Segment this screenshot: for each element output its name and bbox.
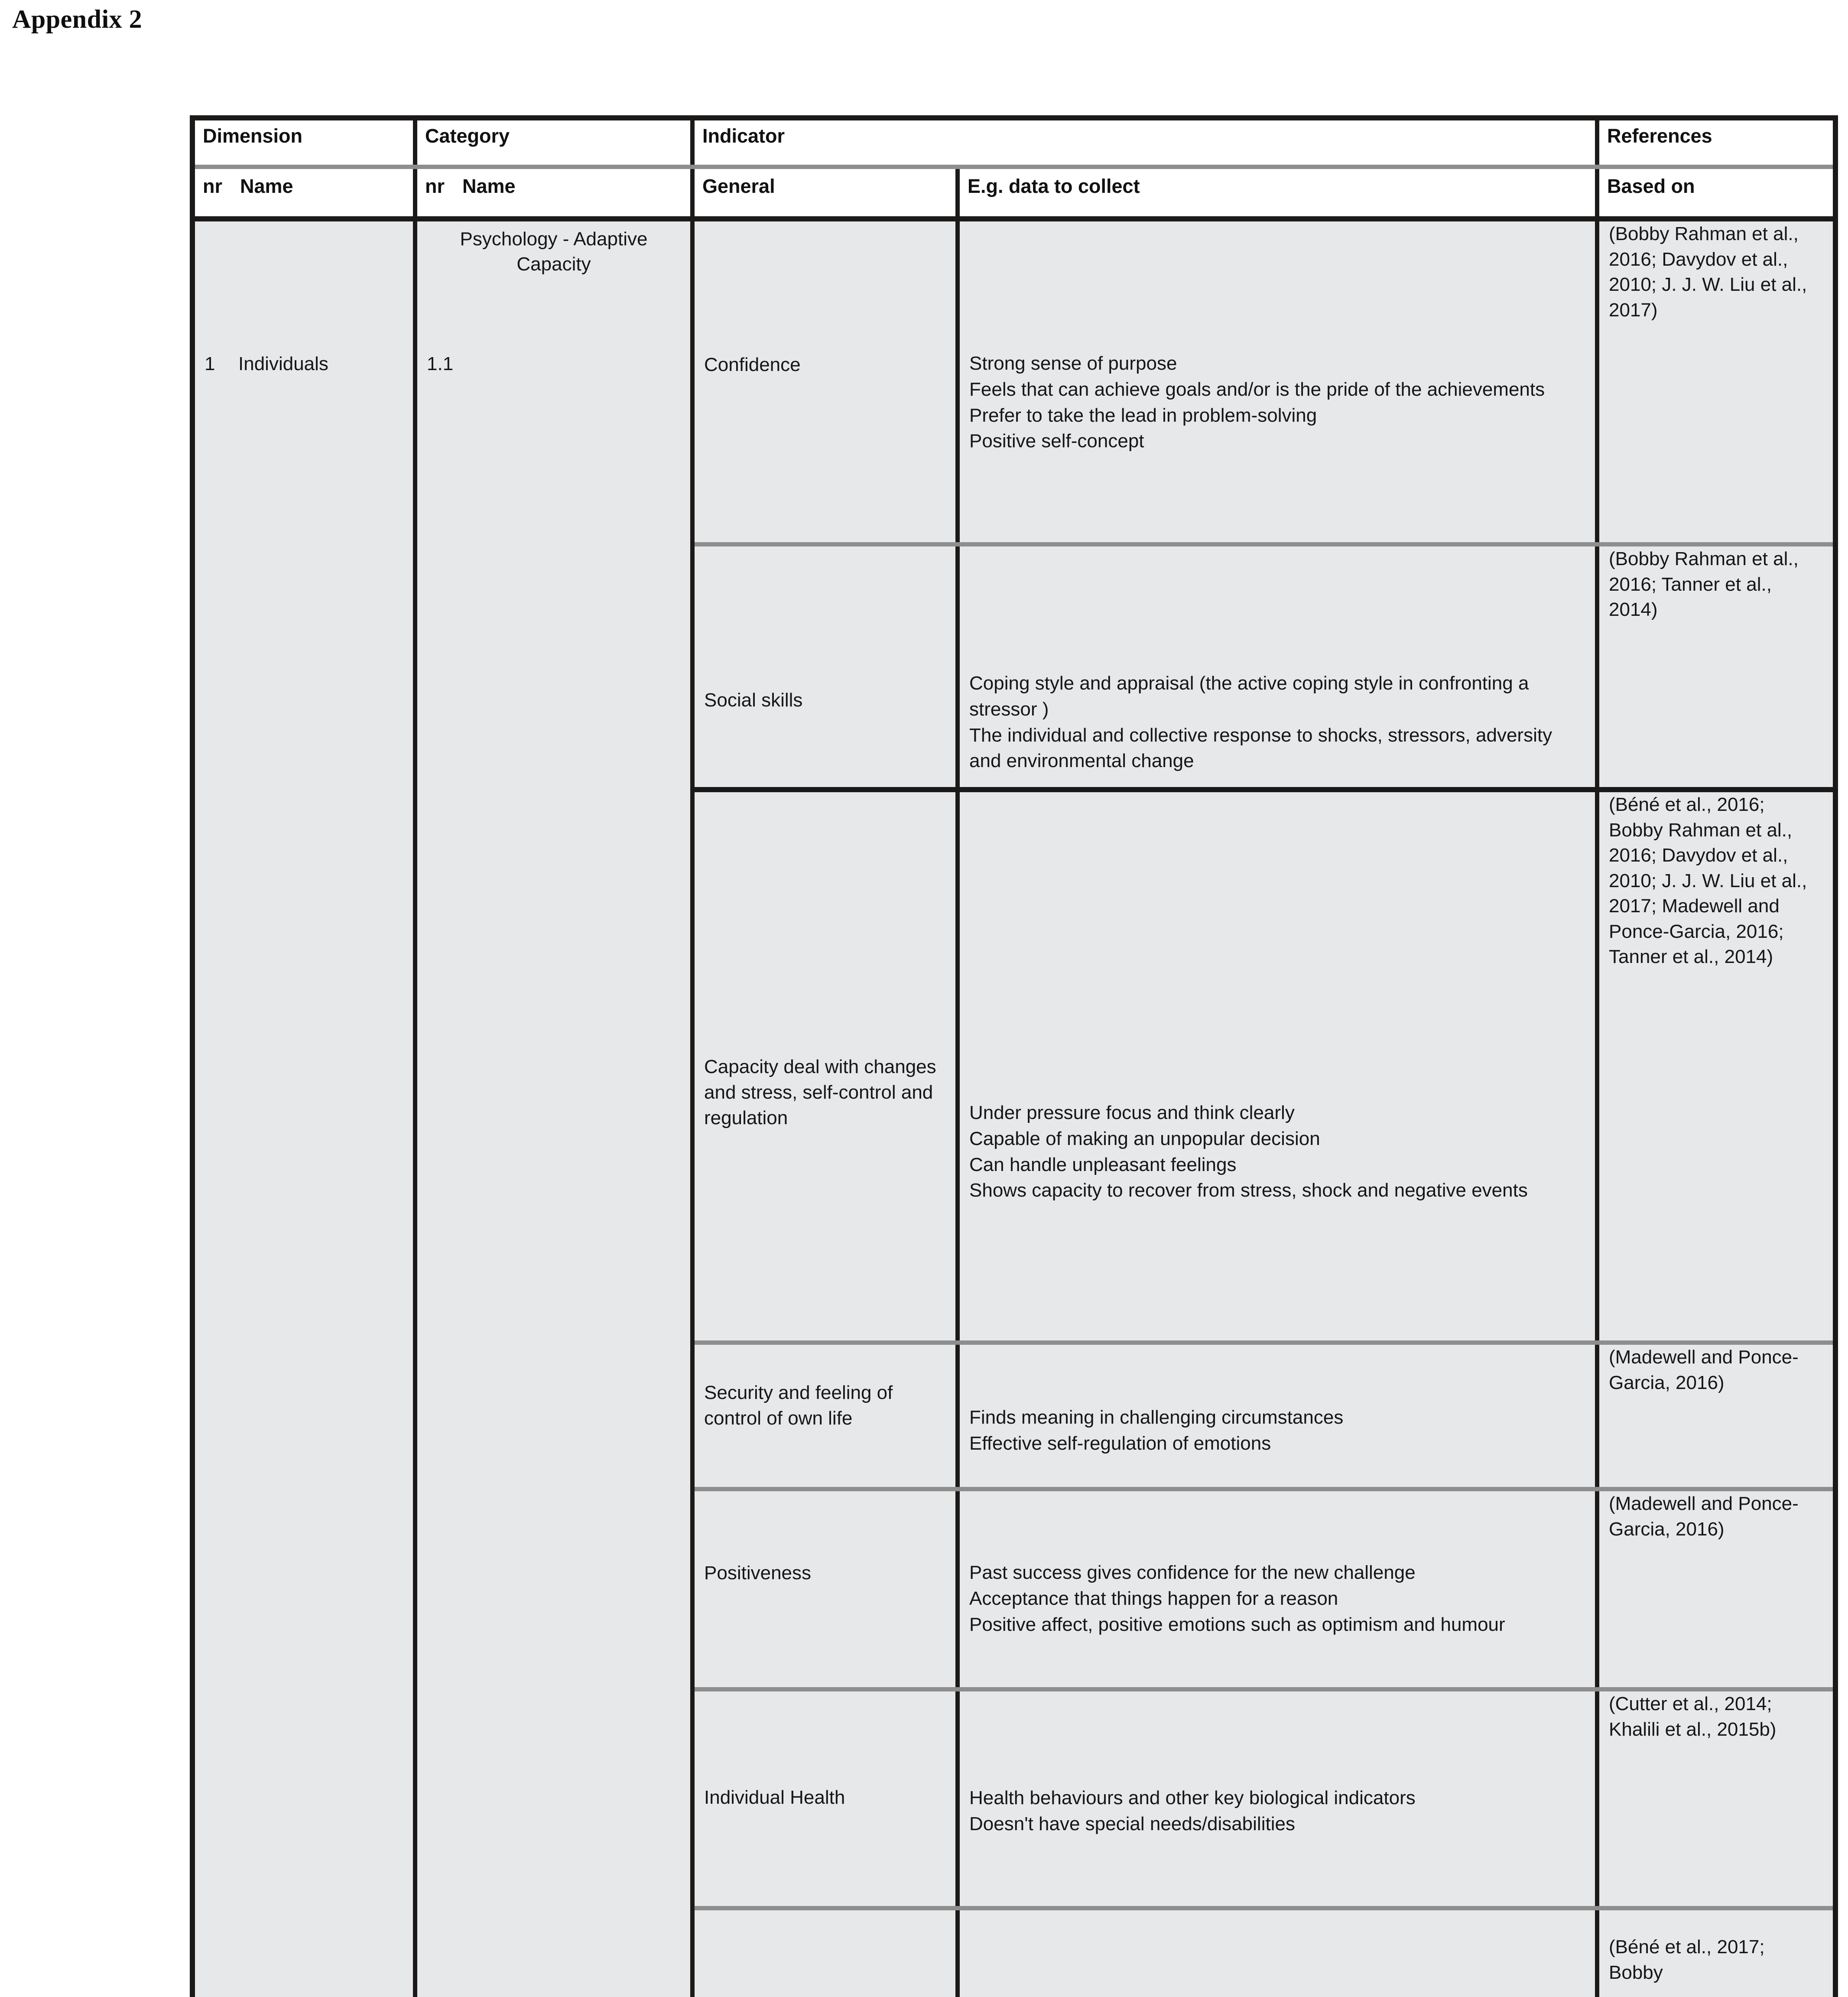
data-line: Prefer to take the lead in problem-solving: [969, 404, 1317, 426]
table-header-sub-row: [195, 167, 1833, 219]
reference-text: (Madewell and Ponce-Garcia, 2016): [1609, 1347, 1799, 1393]
header-indicator: Indicator: [692, 120, 958, 167]
indicator-label: Confidence: [704, 354, 801, 375]
header-dimension: Dimension: [195, 120, 415, 167]
indicator-label: Security and feeling of control of own life: [704, 1382, 893, 1429]
data-to-collect-cell: [958, 1489, 1597, 1689]
data-to-collect-cell: [958, 1908, 1597, 1997]
indicator-general-cell: [692, 219, 958, 544]
indicator-general-cell: [692, 1689, 958, 1908]
table-header-top-row: [195, 120, 1833, 167]
category-nr: 1.1: [427, 353, 454, 374]
data-line: Effective self-regulation of emotions: [969, 1432, 1271, 1454]
header-general: General: [692, 167, 958, 219]
indicator-general-cell: [692, 1908, 958, 1997]
indicator-label: Capacity deal with changes and stress, self-control and regulation: [704, 1056, 936, 1129]
data-line: Acceptance that things happen for a reason: [969, 1587, 1338, 1609]
reference-text: (Bobby Rahman et al., 2016; Tanner et al., 2014): [1609, 548, 1799, 621]
header-category-name: Name: [462, 175, 516, 197]
appendix-table-container: [190, 115, 1838, 1997]
data-line: Finds meaning in challenging circumstances: [969, 1407, 1344, 1428]
data-line: Health behaviours and other key biological indicators: [969, 1787, 1416, 1808]
header-indicator-spacer: [958, 120, 1597, 167]
data-line: The individual and collective response to shocks, stressors, adversity and environmental change: [969, 724, 1552, 772]
data-line: Shows capacity to recover from stress, shock and negative events: [969, 1180, 1528, 1201]
references-cell: [1597, 1689, 1833, 1908]
header-eg-data: E.g. data to collect: [958, 167, 1597, 219]
indicator-general-cell: [692, 790, 958, 1343]
reference-text: (Cutter et al., 2014; Khalili et al., 2015b): [1609, 1693, 1777, 1740]
references-cell: [1597, 1489, 1833, 1689]
data-line: Positive affect, positive emotions such as optimism and humour: [969, 1613, 1505, 1635]
references-cell: [1597, 544, 1833, 790]
indicator-general-cell: [692, 544, 958, 790]
references-cell: [1597, 219, 1833, 544]
reference-text: (Madewell and Ponce-Garcia, 2016): [1609, 1493, 1799, 1540]
indicator-label: Positiveness: [704, 1562, 812, 1584]
table-row: [195, 219, 1833, 544]
category-cell: [415, 219, 692, 1997]
indicator-label: Individual Health: [704, 1787, 845, 1808]
dimension-name: Individuals: [238, 353, 328, 374]
category-name: Psychology - Adaptive Capacity: [460, 228, 648, 275]
page-title: Appendix 2: [12, 5, 143, 33]
references-cell: [1597, 790, 1833, 1343]
header-dimension-subcols: [195, 167, 415, 219]
header-based-on: Based on: [1597, 167, 1833, 219]
header-category-subcols: [415, 167, 692, 219]
data-line: Positive self-concept: [969, 430, 1144, 452]
dimension-cell: [195, 219, 415, 1997]
references-cell: [1597, 1908, 1833, 1997]
reference-text: (Bobby Rahman et al., 2016; Davydov et al., 2010; J. J. W. Liu et al., 2017): [1609, 223, 1807, 321]
header-dimension-nr: nr: [203, 175, 222, 197]
reference-text: (Béné et al., 2017; Bobby: [1609, 1936, 1765, 1983]
indicator-general-cell: [692, 1489, 958, 1689]
references-cell: [1597, 1343, 1833, 1489]
data-line: Feels that can achieve goals and/or is the pride of the achievements: [969, 378, 1545, 400]
data-to-collect-cell: [958, 1689, 1597, 1908]
data-line: Doesn't have special needs/disabilities: [969, 1813, 1295, 1834]
indicator-general-cell: [692, 1343, 958, 1489]
data-line: Can handle unpleasant feelings: [969, 1154, 1237, 1175]
data-line: Past success gives confidence for the new challenge: [969, 1562, 1416, 1583]
data-to-collect-cell: [958, 1343, 1597, 1489]
data-line: Under pressure focus and think clearly: [969, 1102, 1295, 1123]
data-to-collect-cell: [958, 790, 1597, 1343]
appendix-table: [195, 120, 1833, 1997]
header-category-nr: nr: [425, 175, 445, 197]
dimension-nr: 1: [205, 353, 215, 374]
data-line: Coping style and appraisal (the active coping style in confronting a stressor ): [969, 673, 1529, 720]
reference-text: (Béné et al., 2016; Bobby Rahman et al., 2016; Davydov et al., 2010; J. J. W. Liu et al., 2017; Madewell and Ponce-Garcia, 2016; Tanner et al., 2014): [1609, 794, 1807, 968]
data-line: Capable of making an unpopular decision: [969, 1128, 1320, 1149]
data-to-collect-cell: [958, 544, 1597, 790]
header-references: References: [1597, 120, 1833, 167]
data-to-collect-cell: [958, 219, 1597, 544]
indicator-label: Social skills: [704, 690, 803, 711]
header-category: Category: [415, 120, 692, 167]
header-dimension-name: Name: [240, 175, 293, 197]
data-line: Strong sense of purpose: [969, 353, 1177, 374]
